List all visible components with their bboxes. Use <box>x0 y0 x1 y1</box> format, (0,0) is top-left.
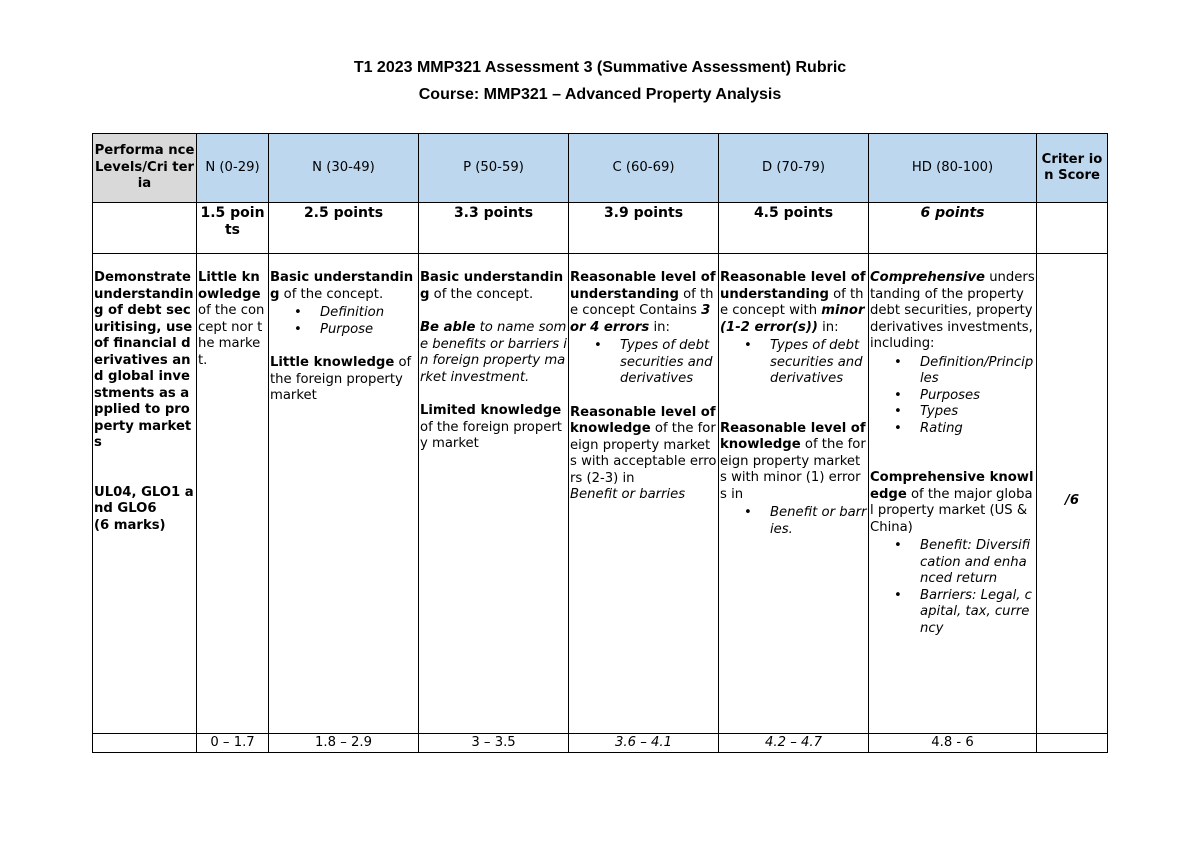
criterion-score: /6 <box>1037 254 1108 734</box>
list-item: • Purposes <box>920 388 1035 405</box>
criterion-marks: (6 marks) <box>94 517 166 533</box>
points-p: 3.3 points <box>419 203 569 254</box>
c-list <box>570 338 717 388</box>
points-d: 4.5 points <box>719 203 869 254</box>
points-empty <box>93 203 197 254</box>
header-level-p: P (50-59) <box>419 134 569 203</box>
descriptor-n1: Little knowledge of the concept nor the market. <box>197 254 269 734</box>
header-level-d: D (70-79) <box>719 134 869 203</box>
points-n2: 2.5 points <box>269 203 419 254</box>
range-n2: 1.8 – 2.9 <box>269 734 419 753</box>
range-d: 4.2 – 4.7 <box>719 734 869 753</box>
points-c: 3.9 points <box>569 203 719 254</box>
list-item: • Types of debt securities and derivatives <box>770 338 867 388</box>
points-hd: 6 points <box>869 203 1037 254</box>
descriptor-n2: Basic understanding of the concept. • Definition • Purpose Little knowledge of the foreign property market <box>269 254 419 734</box>
n2-list <box>270 305 417 338</box>
range-c: 3.6 – 4.1 <box>569 734 719 753</box>
list-item: • Types <box>920 404 1035 421</box>
points-score-empty <box>1037 203 1108 254</box>
range-hd: 4.8 - 6 <box>869 734 1037 753</box>
header-level-hd: HD (80-100) <box>869 134 1037 203</box>
course-title: Course: MMP321 – Advanced Property Analysis <box>418 86 782 103</box>
criterion-outcomes: UL04, GLO1 and GLO6 <box>94 484 194 516</box>
points-row <box>93 203 1108 254</box>
range-p: 3 – 3.5 <box>419 734 569 753</box>
rubric-table <box>92 133 1108 753</box>
d-list <box>720 338 867 388</box>
d-list-2 <box>720 505 867 538</box>
list-item: • Benefit: Diversification and enhanced return <box>920 538 1035 588</box>
document-title: T1 2023 MMP321 Assessment 3 (Summative Assessment) Rubric <box>353 59 847 76</box>
descriptor-c: Reasonable level of understanding of the concept Contains 3 or 4 errors in: • Types of debt securities and derivatives Reasonable level of knowledge of the foreign property markets with acceptable errors (2-3) in Benefit or barries <box>569 254 719 734</box>
descriptor-hd: Comprehensive understanding of the property debt securities, property derivatives investments, including: • Definition/Principles • Purposes • Types • Rating Comprehensive knowledge of the major global property market (US & China) • Benefit: Diversification and enhanced return • Barriers: Legal, capital, tax, currency <box>869 254 1037 734</box>
header-row <box>93 134 1108 203</box>
list-item: • Rating <box>920 421 1035 438</box>
descriptor-p: Basic understanding of the concept. Be able to name some benefits or barriers in foreign property market investment. Limited knowledge of the foreign property market <box>419 254 569 734</box>
header-criteria: Performa nce Levels/Cri teria <box>93 134 197 203</box>
list-item: • Purpose <box>320 322 417 339</box>
list-item: • Barriers: Legal, capital, tax, currency <box>920 588 1035 638</box>
range-empty <box>93 734 197 753</box>
hd-list-2 <box>870 538 1035 637</box>
list-item: • Types of debt securities and derivatives <box>620 338 717 388</box>
criterion-cell <box>93 254 197 734</box>
header-level-n1: N (0-29) <box>197 134 269 203</box>
list-item: • Definition/Principles <box>920 355 1035 388</box>
header-level-n2: N (30-49) <box>269 134 419 203</box>
criterion-row <box>93 254 1108 734</box>
points-n1: 1.5 points <box>197 203 269 254</box>
range-n1: 0 – 1.7 <box>197 734 269 753</box>
descriptor-d: Reasonable level of understanding of the concept with minor (1-2 error(s)) in: • Types of debt securities and derivatives Reasonable level of knowledge of the foreign property markets with minor (1) errors in • Benefit or barries. <box>719 254 869 734</box>
header-score: Criter ion Score <box>1037 134 1108 203</box>
header-level-c: C (60-69) <box>569 134 719 203</box>
range-row <box>93 734 1108 753</box>
criterion-name: Demonstrate understanding of debt securitising, use of financial derivatives and global investments as applied to property markets <box>94 270 194 450</box>
list-item: • Benefit or barries. <box>770 505 867 538</box>
range-score-empty <box>1037 734 1108 753</box>
hd-list <box>870 355 1035 438</box>
list-item: • Definition <box>320 305 417 322</box>
